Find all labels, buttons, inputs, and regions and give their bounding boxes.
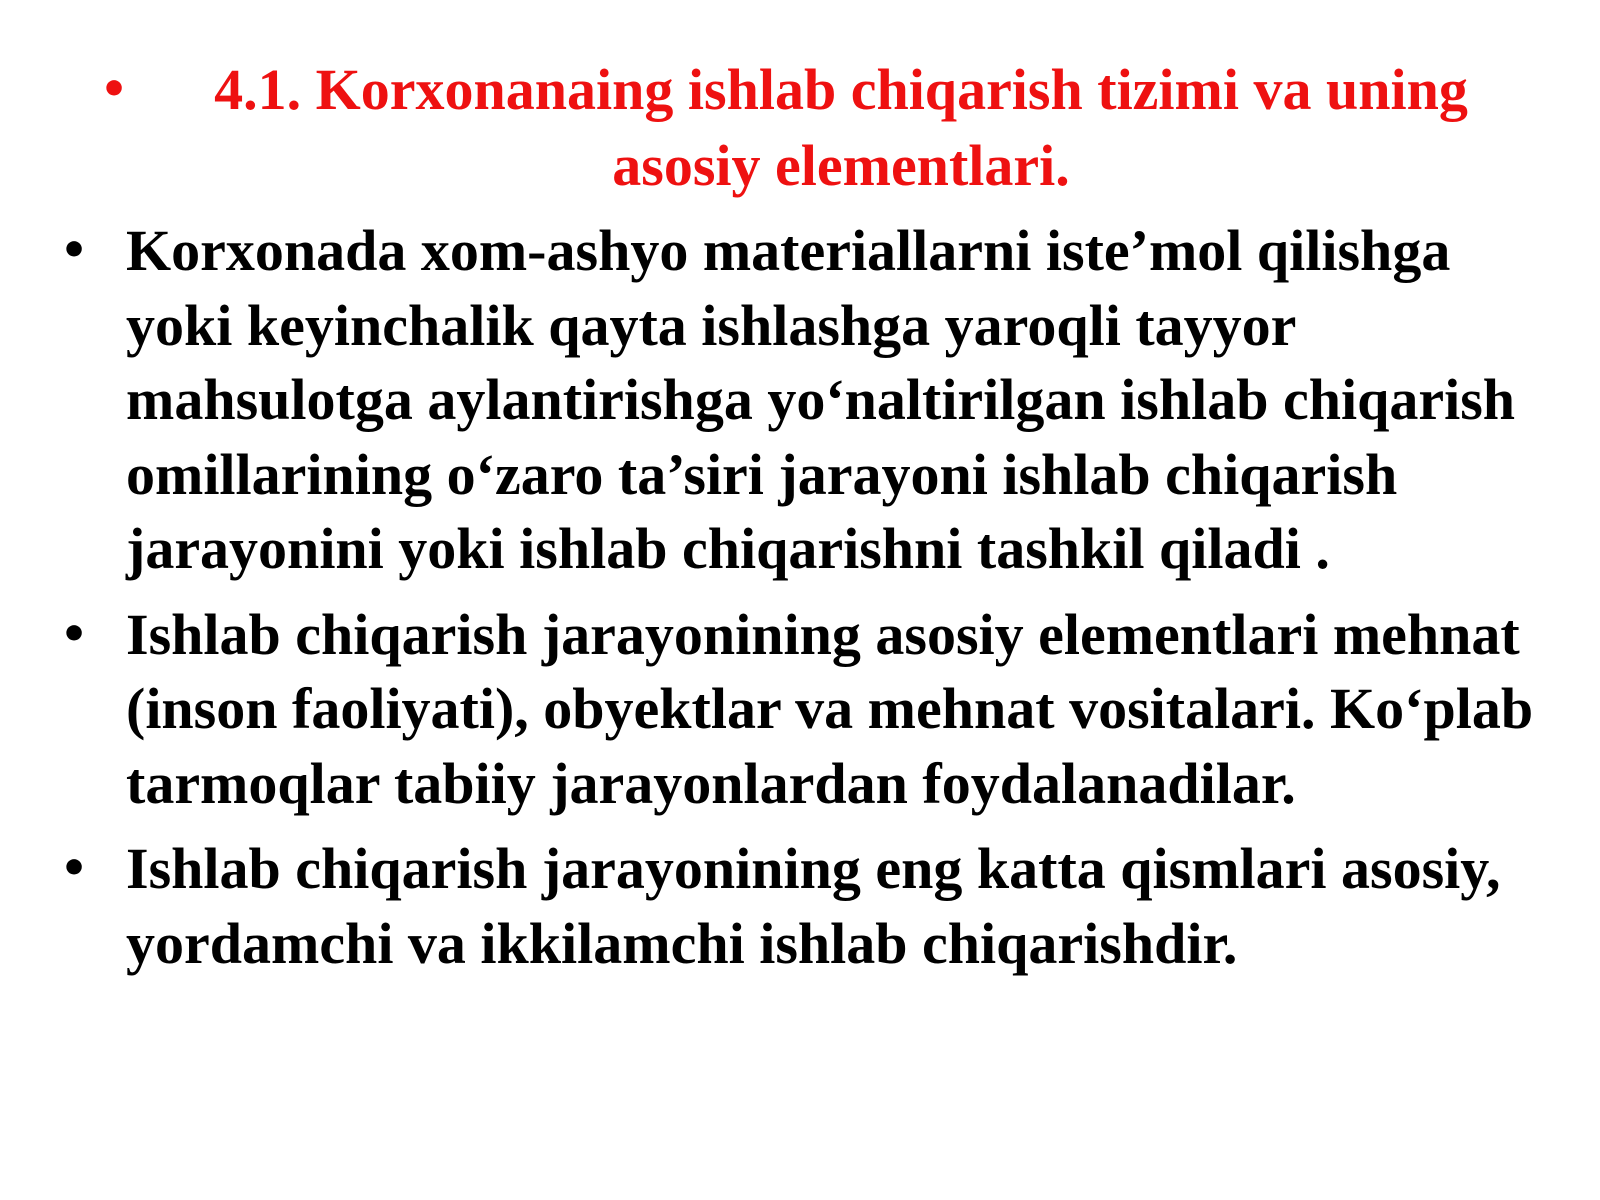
bullet-item [60,214,1560,587]
bullet-text: Ishlab chiqarish jarayonining eng katta qismlari asosiy, yordamchi va ikkilamchi ishlab chiqarishdir. [126,836,1501,976]
bullet-item [60,832,1560,981]
bullet-icon: • [60,225,89,276]
bullet-item [60,598,1560,822]
bullet-icon: • [60,843,89,894]
bullet-list [60,214,1560,992]
bullet-icon: • [60,608,89,660]
bullet-text: Ishlab chiqarish jarayonining asosiy elementlari mehnat (inson faoliyati), obyektlar va mehnat vositalari. Ko‘plab tarmoqlar tabiiy jarayonlardan foydalanadilar. [126,601,1534,816]
heading-text: 4.1. Korxonanaing ishlab chiqarish tizimi va uning asosiy elementlari. [214,57,1468,198]
bullet-text: Korxonada xom-ashyo materiallarni iste’mol qilishga yoki keyinchalik qayta ishlashga yaroqli tayyor mahsulotga aylantirishga yo‘naltirilgan ishlab chiqarish omillarining o‘zaro ta’siri jarayoni ishlab chiqarish jarayonini yoki ishlab chiqarishni tashkil qiladi . [126,218,1516,581]
slide-heading [100,52,1520,204]
heading-bullet-icon: • [100,64,129,115]
